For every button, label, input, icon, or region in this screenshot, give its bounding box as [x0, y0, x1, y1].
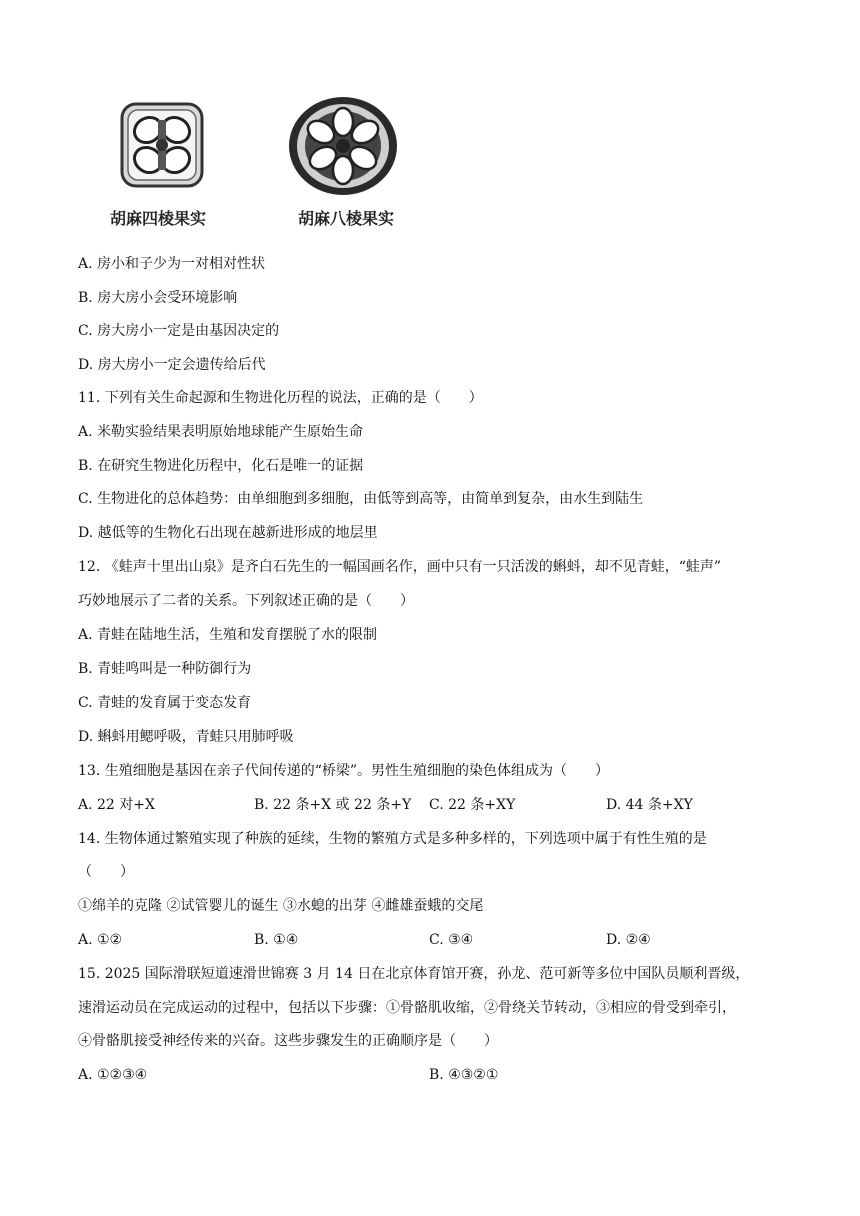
q11-option-b: B. 在研究生物进化历程中，化石是唯一的证据 — [78, 458, 364, 474]
q14-option-c: C. ③④ — [429, 932, 474, 948]
figure-four-caption: 胡麻四棱果实 — [110, 209, 207, 228]
four-ridged-fruit-image — [118, 100, 206, 190]
figure-eight-caption: 胡麻八棱果实 — [298, 209, 395, 228]
q15-option-b: B. ④③②① — [429, 1067, 499, 1083]
q12-option-a: A. 青蛙在陆地生活，生殖和发育摆脱了水的限制 — [78, 627, 378, 643]
q14-stem-line2: （ ） — [78, 864, 134, 880]
q14-option-a: A. ①② — [78, 932, 123, 948]
q15-stem-line2: 速滑运动员在完成运动的过程中，包括以下步骤：①骨骼肌收缩，②骨绕关节转动，③相应的骨受到牵引， — [78, 1000, 736, 1016]
q11-stem: 11. 下列有关生命起源和生物进化历程的说法，正确的是（ ） — [78, 390, 483, 406]
q10-option-b: B. 房大房小会受环境影响 — [78, 290, 238, 306]
q13-option-d: D. 44 条+XY — [606, 797, 693, 813]
q13-option-a: A. 22 对+X — [78, 797, 155, 813]
q11-option-a: A. 米勒实验结果表明原始地球能产生原始生命 — [78, 424, 364, 440]
q11-option-d: D. 越低等的生物化石出现在越新进形成的地层里 — [78, 525, 378, 541]
q12-option-b: B. 青蛙鸣叫是一种防御行为 — [78, 661, 252, 677]
q15-option-a: A. ①②③④ — [78, 1067, 148, 1083]
figure-eight-ridged-fruit — [286, 94, 400, 198]
q14-option-b: B. ①④ — [254, 932, 299, 948]
q13-stem: 13. 生殖细胞是基因在亲子代间传递的“桥梁”。男性生殖细胞的染色体组成为（ ） — [78, 763, 610, 779]
q12-option-d: D. 蝌蚪用鳃呼吸，青蛙只用肺呼吸 — [78, 729, 294, 745]
eight-ridged-fruit-image — [286, 94, 400, 198]
q12-stem-line1: 12. 《蛙声十里出山泉》是齐白石先生的一幅国画名作，画中只有一只活泼的蝌蚪，却不见青蛙，“蛙声” — [78, 559, 722, 575]
q10-option-a: A. 房小和子少为一对相对性状 — [78, 256, 266, 272]
q14-items: ①绵羊的克隆 ②试管婴儿的诞生 ③水螅的出芽 ④雌雄蚕蛾的交尾 — [78, 898, 484, 914]
q11-option-c: C. 生物进化的总体趋势：由单细胞到多细胞，由低等到高等，由简单到复杂，由水生到陆生 — [78, 491, 644, 507]
q14-option-d: D. ②④ — [606, 932, 651, 948]
q14-stem-line1: 14. 生物体通过繁殖实现了种族的延续，生物的繁殖方式是多种多样的，下列选项中属于有性生殖的是 — [78, 831, 707, 847]
q15-stem-line1: 15. 2025 国际滑联短道速滑世锦赛 3 月 14 日在北京体育馆开赛，孙龙、范可新等多位中国队员顺利晋级， — [78, 966, 750, 982]
q10-option-c: C. 房大房小一定是由基因决定的 — [78, 323, 280, 339]
q13-option-b: B. 22 条+X 或 22 条+Y — [254, 797, 412, 813]
q12-stem-line2: 巧妙地展示了二者的关系。下列叙述正确的是（ ） — [78, 593, 414, 609]
figure-four-ridged-fruit — [118, 100, 206, 190]
q15-stem-line3: ④骨骼肌接受神经传来的兴奋。这些步骤发生的正确顺序是（ ） — [78, 1033, 498, 1049]
q12-option-c: C. 青蛙的发育属于变态发育 — [78, 695, 252, 711]
q10-option-d: D. 房大房小一定会遗传给后代 — [78, 357, 266, 373]
q13-option-c: C. 22 条+XY — [429, 797, 516, 813]
